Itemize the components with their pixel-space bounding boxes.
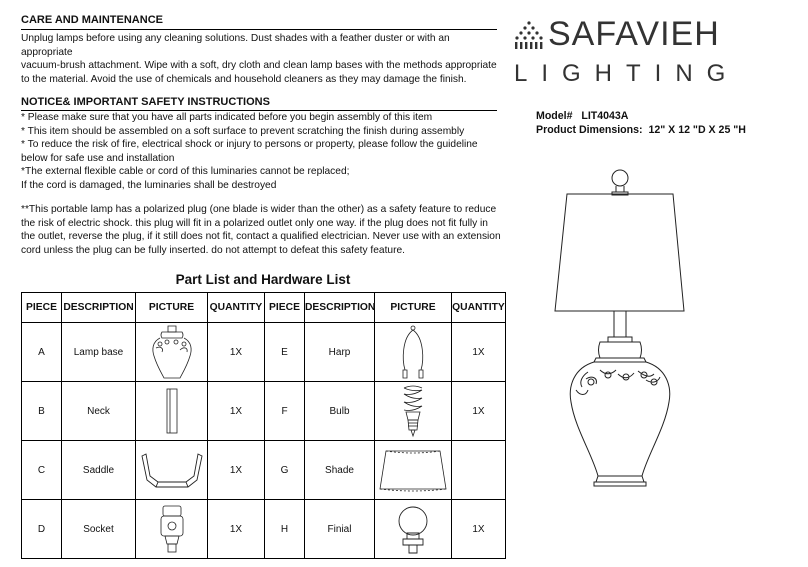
- bulb-icon: [400, 384, 426, 438]
- piece-cell: A: [22, 323, 62, 382]
- header-piece: PIECE: [22, 293, 62, 323]
- picture-cell: [375, 500, 452, 559]
- header-picture: PICTURE: [375, 293, 452, 323]
- piece-cell: G: [265, 441, 305, 500]
- care-heading: CARE AND MAINTENANCE: [21, 14, 163, 26]
- care-line: Unplug lamps before using any cleaning solutions. Dust shades with a feather duster or with an: [21, 33, 450, 44]
- quantity-cell: 1X: [208, 323, 265, 382]
- description-cell: Finial: [305, 500, 375, 559]
- quantity-cell: 1X: [208, 500, 265, 559]
- dimensions-value: 12" X 12 "D X 25 "H: [648, 124, 746, 136]
- picture-cell: [136, 441, 208, 500]
- table-row: [22, 382, 506, 441]
- description-cell: Harp: [305, 323, 375, 382]
- header-picture: PICTURE: [136, 293, 208, 323]
- picture-cell: [375, 382, 452, 441]
- model-line: [536, 110, 628, 122]
- picture-cell: [375, 441, 452, 500]
- brand-sub: LIGHTING: [514, 60, 740, 87]
- model-number: LIT4043A: [581, 110, 629, 122]
- lamp-base-icon: [150, 324, 194, 380]
- care-line: to the material. Avoid the use of chemicals and household cleaners as they may damage the finish.: [21, 73, 467, 85]
- safety-line: *The external flexible cable or cord of this luminaries cannot be replaced;: [21, 166, 350, 178]
- safety-line: * Please make sure that you have all parts indicated before you begin assembly of this item: [21, 112, 433, 123]
- description-cell: Bulb: [305, 382, 375, 441]
- lamp-illustration-icon: [546, 164, 696, 559]
- quantity-cell: 1X: [208, 441, 265, 500]
- model-label: Model#: [536, 110, 573, 122]
- care-line: appropriate: [21, 46, 73, 58]
- description-cell: Lamp base: [62, 323, 136, 382]
- safety-line: If the cord is damaged, the luminaries shall be destroyed: [21, 179, 277, 191]
- piece-cell: E: [265, 323, 305, 382]
- plug-text: [21, 203, 501, 257]
- header-quantity: QUANTITY: [452, 293, 506, 323]
- shade-icon: [376, 447, 450, 493]
- quantity-cell: 1X: [452, 500, 506, 559]
- plug-line: cord unless the plug can be fully inserted. do not attempt to defeat this safety feature.: [21, 244, 405, 256]
- dimensions-label: Product Dimensions:: [536, 124, 643, 136]
- quantity-cell: 1X: [452, 382, 506, 441]
- safety-line: * To reduce the risk of fire, electrical shock or injury to persons or property, please follow the guideline: [21, 139, 478, 151]
- picture-cell: [136, 323, 208, 382]
- plug-line: the outlet, reverse the plug, if it still does not fit, contact a qualified electrician. Never use with an extension: [21, 231, 501, 243]
- harp-icon: [398, 324, 428, 380]
- safety-heading: NOTICE& IMPORTANT SAFETY INSTRUCTIONS: [21, 96, 270, 108]
- safety-line: * This item should be assembled on a soft surface to prevent scratching the finish during assembly: [21, 125, 465, 137]
- plug-line: **This portable lamp has a polarized plug (one blade is wider than the other) as a safety feature to reduce: [21, 204, 497, 215]
- header-piece: PIECE: [265, 293, 305, 323]
- piece-cell: H: [265, 500, 305, 559]
- quantity-cell: 1X: [452, 323, 506, 382]
- piece-cell: C: [22, 441, 62, 500]
- header-description: DESCRIPTION: [305, 293, 375, 323]
- plug-line: the risk of electric shock. this plug will fit in a polarized outlet only one way. if the plug does not fit fully in: [21, 217, 488, 229]
- picture-cell: [136, 382, 208, 441]
- piece-cell: F: [265, 382, 305, 441]
- brand-name: SAFAVIEH: [548, 15, 720, 53]
- quantity-cell: 1X: [208, 382, 265, 441]
- saddle-icon: [140, 450, 204, 490]
- table-row: [22, 441, 506, 500]
- safety-text: [21, 111, 491, 193]
- dimensions-line: [536, 124, 746, 136]
- picture-cell: [375, 323, 452, 382]
- header-description: DESCRIPTION: [62, 293, 136, 323]
- description-cell: Socket: [62, 500, 136, 559]
- parts-title: Part List and Hardware List: [175, 272, 351, 287]
- finial-icon: [395, 503, 431, 555]
- description-cell: Neck: [62, 382, 136, 441]
- table-header-row: [22, 293, 506, 323]
- table-row: [22, 323, 506, 382]
- piece-cell: D: [22, 500, 62, 559]
- description-cell: Shade: [305, 441, 375, 500]
- care-text: [21, 32, 497, 86]
- socket-icon: [157, 504, 187, 554]
- piece-cell: B: [22, 382, 62, 441]
- neck-icon: [164, 387, 180, 435]
- header-quantity: QUANTITY: [208, 293, 265, 323]
- safety-line: below for safe use and installation: [21, 152, 175, 164]
- parts-table: [21, 292, 506, 559]
- quantity-cell: [452, 441, 506, 500]
- care-divider: [21, 29, 497, 30]
- care-line: vacuum-brush attachment. Wipe with a soft, dry cloth and clean lamp bases with the methods appropriate: [21, 60, 497, 72]
- table-row: [22, 500, 506, 559]
- brand-logo-icon: [512, 20, 546, 55]
- picture-cell: [136, 500, 208, 559]
- description-cell: Saddle: [62, 441, 136, 500]
